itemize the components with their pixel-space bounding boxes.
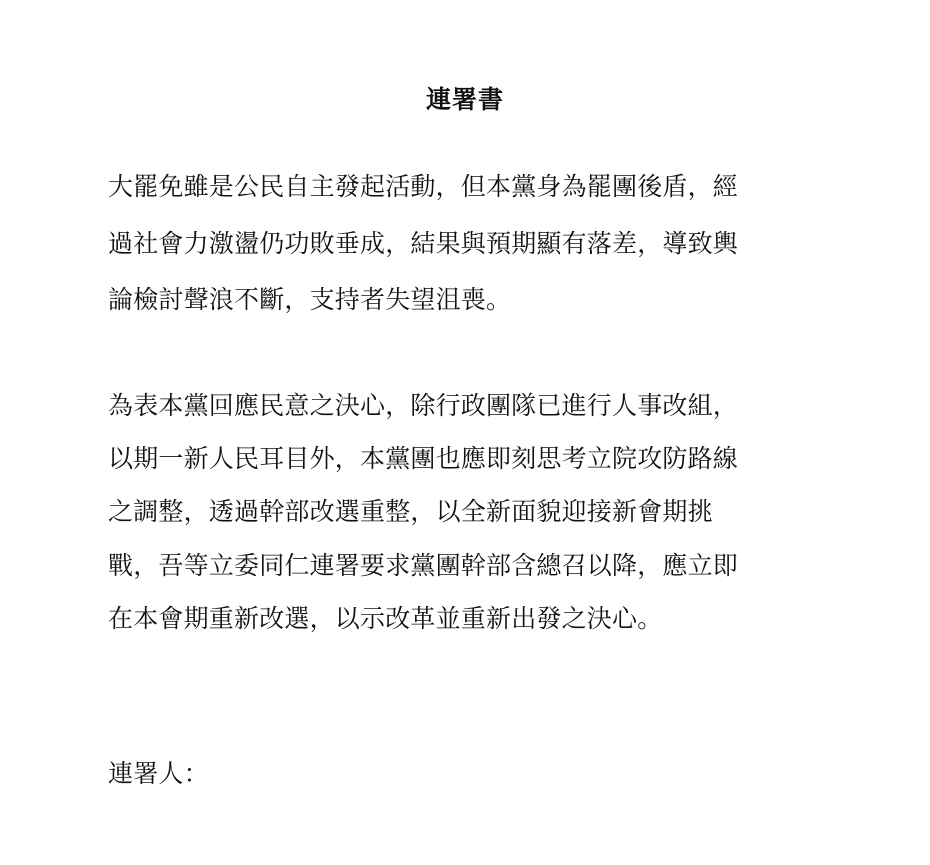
paragraph-1-line-3: 論檢討聲浪不斷，支持者失望沮喪。 (108, 285, 512, 314)
document-title: 連署書 (425, 85, 504, 114)
paragraph-2-line-2: 以期一新人民耳目外，本黨團也應即刻思考立院攻防路線 (108, 444, 739, 473)
paragraph-2-line-4: 戰，吾等立委同仁連署要求黨團幹部含總召以降，應立即 (108, 551, 739, 580)
paragraph-2-line-5: 在本會期重新改選，以示改革並重新出發之決心。 (108, 604, 663, 633)
paragraph-2-line-3: 之調整，透過幹部改選重整，以全新面貌迎接新會期挑 (108, 497, 713, 526)
paragraph-1-line-2: 過社會力激盪仍功敗垂成，結果與預期顯有落差，導致輿 (108, 229, 739, 258)
signatories-label: 連署人： (108, 759, 209, 788)
paragraph-1-line-1: 大罷免雖是公民自主發起活動，但本黨身為罷團後盾，經 (108, 172, 739, 201)
paragraph-2-line-1: 為表本黨回應民意之決心，除行政團隊已進行人事改組， (108, 391, 739, 420)
